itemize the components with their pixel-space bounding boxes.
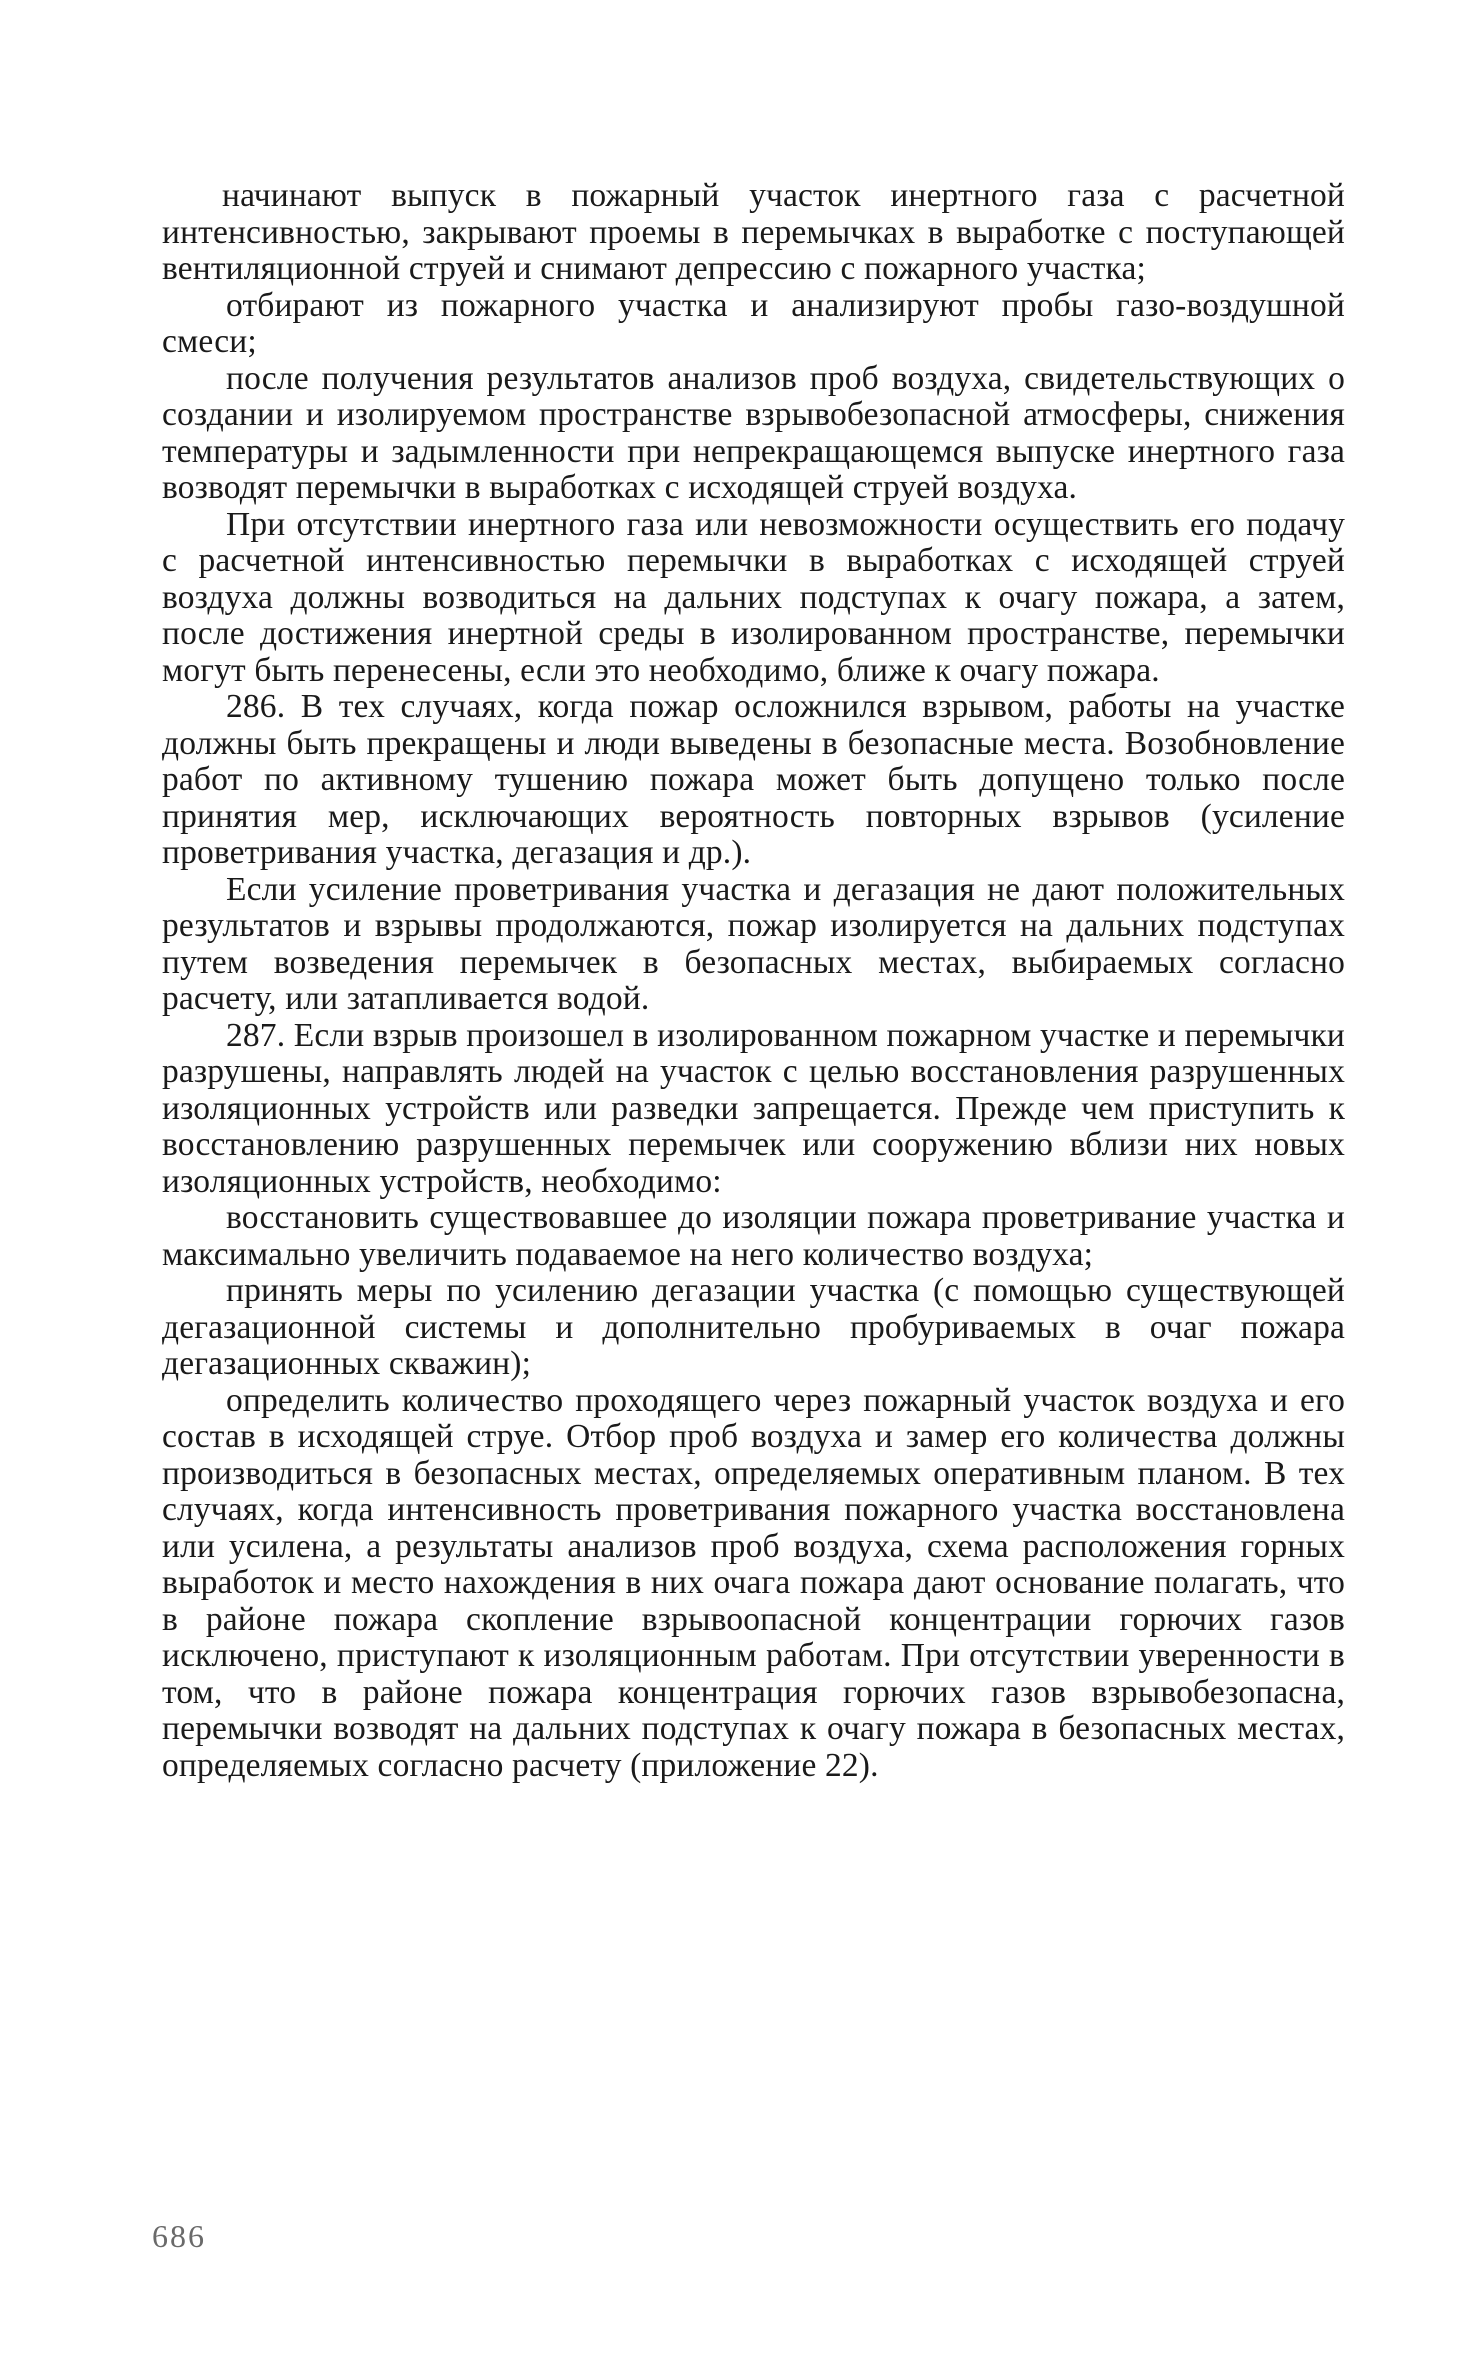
paragraph-after-analysis: после получения результатов анализов проб воздуха, свидетельствующих о создании и изолируемом пространстве взрывобезопасной атмосферы, снижения температуры и задымленности при непрекращающемся выпуске инертного газа возводят перемычки в выработках с исходящей струей воздуха. xyxy=(162,359,1345,506)
paragraph-isolation-flooding: Если усиление проветривания участка и дегазация не дают положительных результатов и взрывы продолжаются, пожар изолируется на дальних подступах путем возведения перемычек в безопасных местах, выбираемых согласно расчету, или затапливается водой. xyxy=(162,870,1345,1017)
paragraph-287-destroyed-seals: 287. Если взрыв произошел в изолированном пожарном участке и перемычки разрушены, направлять людей на участок с целью восстановления разрушенных изоляционных устройств или разведки запрещается. Прежде чем приступить к восстановлению разрушенных перемычек или сооружению вблизи них новых изоляционных устройств, необходимо: xyxy=(162,1016,1346,1200)
page-body xyxy=(162,178,1345,1784)
paragraph-sampling: отбирают из пожарного участка и анализируют пробы газо-воздушной смеси; xyxy=(162,286,1345,360)
paragraph-no-inert-gas: При отсутствии инертного газа или невозможности осуществить его подачу с расчетной интенсивностью перемычки в выработках с исходящей струей воздуха должны возводиться на дальних подступах к очагу пожара, а затем, после достижения инертной среды в изолированном пространстве, перемычки могут быть перенесены, если это необходимо, ближе к очагу пожара. xyxy=(162,505,1345,689)
paragraph-286-explosion: 286. В тех случаях, когда пожар осложнился взрывом, работы на участке должны быть прекращены и люди выведены в безопасные места. Возобновление работ по активному тушению пожара может быть допущено только после принятия мер, исключающих вероятность повторных взрывов (усиление проветривания участка, дегазация и др.). xyxy=(162,688,1345,871)
paragraph-inert-gas-release: начинают выпуск в пожарный участок инертного газа с расчетной интенсивностью, закрывают проемы в перемычках в выработке с поступающей вентиляционной струей и снимают депрессию с пожарного участка; xyxy=(162,177,1345,287)
paragraph-restore-ventilation: восстановить существовавшее до изоляции пожара проветривание участка и максимально увеличить подаваемое на него количество воздуха; xyxy=(162,1199,1345,1273)
page-number: 686 xyxy=(152,2218,206,2254)
paragraph-degassing: принять меры по усилению дегазации участка (с помощью существующей дегазационной системы и дополнительно пробуриваемых в очаг пожара дегазационных скважин); xyxy=(162,1272,1345,1382)
paragraph-air-quantity: определить количество проходящего через пожарный участок воздуха и его состав в исходящей струе. Отбор проб воздуха и замер его количества должны производиться в безопасных местах, определяемых оперативным планом. В тех случаях, когда интенсивность проветривания пожарного участка восстановлена или усилена, а результаты анализов проб воздуха, схема расположения горных выработок и место нахождения в них очага пожара дают основание полагать, что в районе пожара скопление взрывоопасной концентрации горючих газов исключено, приступают к изоляционным работам. При отсутствии уверенности в том, что в районе пожара концентрация горючих газов взрывобезопасна, перемычки возводят на дальних подступах к очагу пожара в безопасных местах, определяемых согласно расчету (приложение 22). xyxy=(162,1381,1345,1784)
